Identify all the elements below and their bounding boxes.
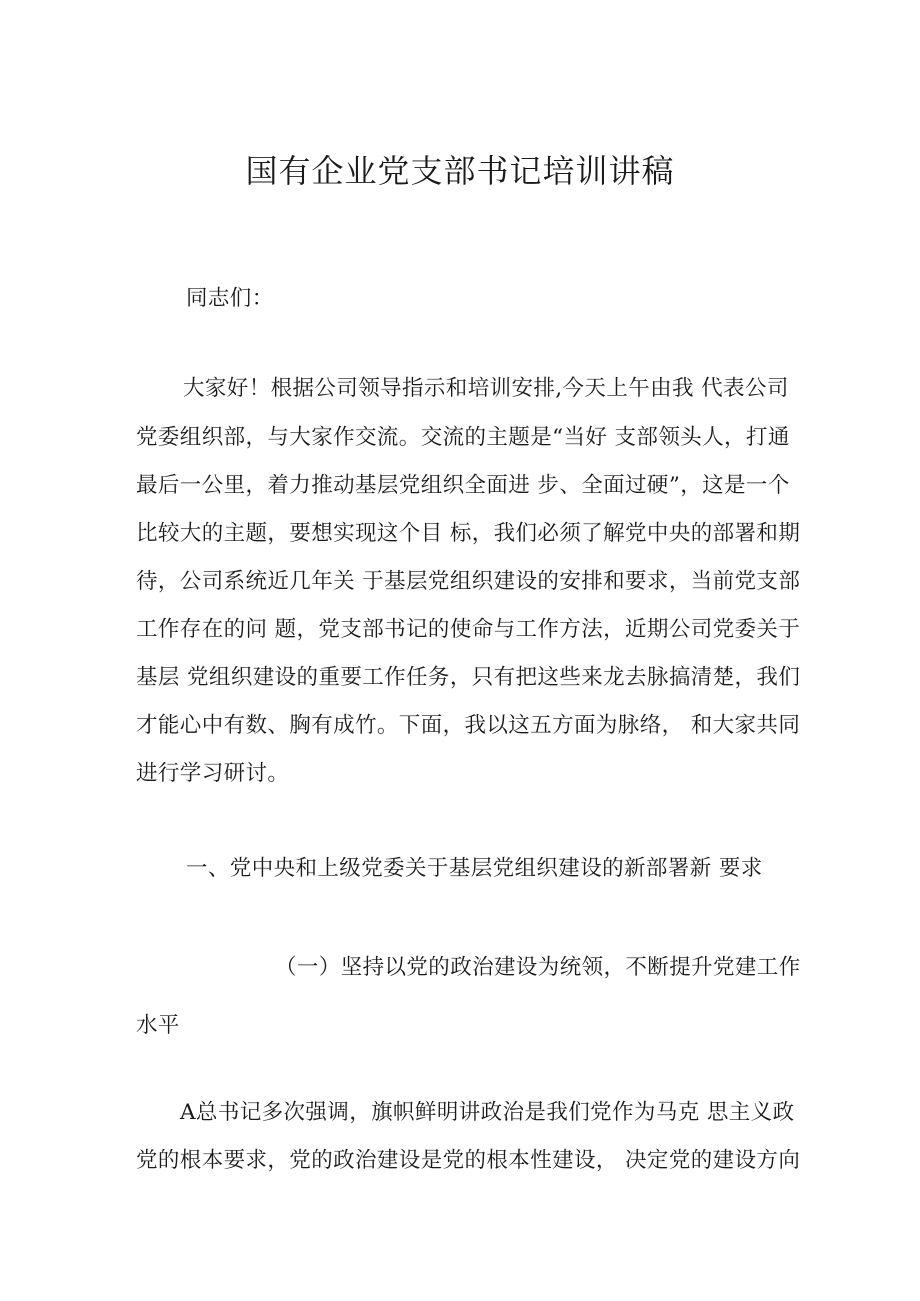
- paragraph-line: 党的根本要求，党的政治建设是党的根本性建设， 决定党的建设方向: [136, 1148, 801, 1173]
- paragraph-line: A总书记多次强调，旗帜鲜明讲政治是我们党作为马克 思主义政: [180, 1100, 795, 1125]
- salutation: 同志们：: [186, 286, 274, 311]
- paragraph-line: 大家好！根据公司领导指示和培训安排,今天上午由我 代表公司: [183, 376, 789, 401]
- paragraph-line: 工作存在的问 题，党支部书记的使命与工作方法，近期公司党委关于: [136, 617, 801, 642]
- subsection-heading-line: 水平: [136, 1013, 180, 1038]
- subsection-heading-line: （一）坚持以党的政治建设为统领，不断提升党建工作: [275, 955, 801, 980]
- paragraph-line: 比较大的主题，要想实现这个目 标，我们必须了解党中央的部署和期: [136, 521, 801, 546]
- paragraph-line: 待，公司系统近几年关 于基层党组织建设的安排和要求，当前党支部: [136, 569, 801, 594]
- section-heading: 一、党中央和上级党委关于基层党组织建设的新部署新 要求: [186, 856, 763, 881]
- paragraph-line: 才能心中有数、胸有成竹。下面，我以这五方面为脉络， 和大家共同: [136, 713, 801, 738]
- paragraph-line: 最后一公里，着力推动基层党组织全面进 步、全面过硬”，这是一个: [136, 473, 790, 498]
- document-title: 国有企业党支部书记培训讲稿: [245, 152, 675, 190]
- paragraph-line: 基层 党组织建设的重要工作任务，只有把这些来龙去脉搞清楚，我们: [136, 665, 801, 690]
- paragraph-line: 党委组织部，与大家作交流。交流的主题是“当好 支部领头人，打通: [136, 425, 790, 450]
- paragraph-line: 进行学习研讨。: [136, 761, 290, 786]
